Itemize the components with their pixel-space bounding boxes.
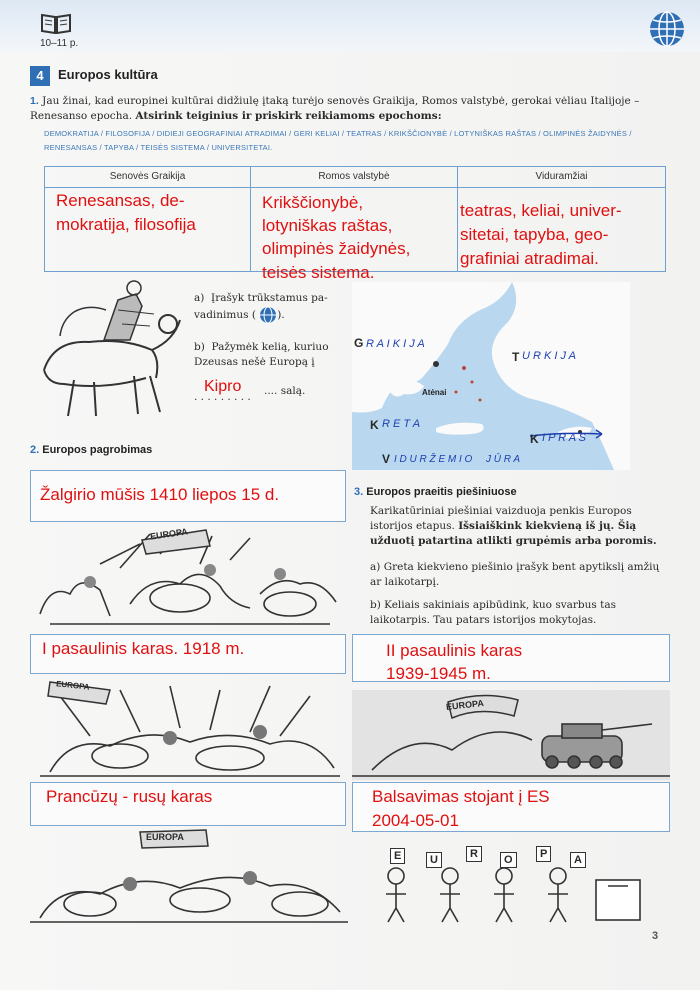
- question-3-title-text: Europos praeitis piešiniuose: [366, 486, 517, 498]
- answer-rome-line: Krikščionybė,: [262, 193, 364, 212]
- question-2-title: [30, 444, 152, 456]
- cartoon-ww1-illustration: [30, 676, 348, 780]
- map-letter: T: [512, 350, 520, 364]
- table-header-greece: Senovės Graikija: [109, 171, 186, 182]
- table-header-middle-ages: Viduramžiai: [535, 171, 588, 182]
- question-3-number: 3.: [354, 486, 364, 498]
- map-task-b-text: Pažymėk kelią, kuriuo Dzeusas nešė Europą į: [194, 341, 329, 368]
- answer-middle-ages-line: sitetai, tapyba, geo-: [460, 225, 609, 244]
- cartoon-sign-letter: A: [570, 852, 586, 868]
- answer-cartoon-5: 2004-05-01: [372, 811, 459, 830]
- globe-icon: [259, 306, 277, 324]
- cartoon-napoleonic-war-illustration: [30, 828, 348, 924]
- map-city-athens: Atėnai: [422, 388, 447, 397]
- cartoon-sign-letter: R: [466, 846, 482, 862]
- map-answer-greece: R A I K I J A: [366, 338, 425, 350]
- answer-greece-line: mokratija, filosofija: [56, 215, 196, 234]
- globe-icon: [648, 10, 686, 48]
- question-3-intro-text: Karikatūriniai piešiniai vaizduoja penkis Europos istorijos etapus.: [370, 505, 632, 532]
- map-letter: K: [530, 432, 539, 446]
- map-task-a-text: vadinimus (: [194, 309, 256, 321]
- europa-bull-illustration: [34, 280, 184, 420]
- map-answer-sea: I D U R Ž E M I O: [394, 454, 473, 465]
- answer-dots: ....: [264, 385, 278, 397]
- section-title: Europos kultūra: [58, 67, 158, 82]
- answer-cartoon-1: Žalgirio mūšis 1410 liepos 15 d.: [40, 485, 280, 504]
- question-1-instruction: Atsirink teiginius ir priskirk reikiamoms epochoms:: [135, 110, 442, 122]
- map-task-b: [194, 340, 350, 370]
- map-task-a-text: ).: [277, 309, 285, 321]
- table-divider: [45, 187, 665, 188]
- map-letter: G: [354, 336, 364, 350]
- map-task-a: [194, 291, 354, 324]
- map-task-b-end-text: salą.: [280, 385, 306, 397]
- map-letter: K: [370, 418, 379, 432]
- map-task-a-label: a): [194, 292, 205, 304]
- answer-island: Kipro: [204, 378, 242, 395]
- question-3-intro-bold: Išsiaiškink kiekvieną iš jų. Šią užduotį patartina atlikti grupėmis arba poromis.: [370, 520, 657, 547]
- map-task-b-label: b): [194, 341, 205, 353]
- cartoon-sign-letter: E: [390, 848, 405, 864]
- map-answer-crete: R E T A: [382, 418, 421, 430]
- map-answer-sea: J Ū R A: [486, 454, 521, 465]
- answer-cartoon-4: Prancūzų - rusų karas: [46, 787, 213, 806]
- cartoon-battle-illustration: [30, 524, 348, 628]
- question-2-title-text: Europos pagrobimas: [42, 444, 153, 456]
- cartoon-flag-label: EUROPA: [146, 832, 184, 842]
- map-letter: V: [382, 452, 391, 466]
- cartoon-sign-letter: P: [536, 846, 551, 862]
- question-1-number: 1.: [30, 95, 39, 107]
- book-icon: [40, 12, 72, 34]
- answer-rome-line: teisės sistema.: [262, 263, 375, 282]
- answer-middle-ages-line: teatras, keliai, univer-: [460, 201, 622, 220]
- answer-dots: . . . . . . . . .: [194, 391, 251, 403]
- aegean-map: [352, 282, 630, 470]
- map-answer-cyprus: I P R A S: [542, 432, 587, 444]
- map-task-b-end: [264, 384, 305, 399]
- page-number: 3: [652, 930, 659, 942]
- answer-rome-line: lotyniškas raštas,: [262, 216, 393, 235]
- answer-greece-line: Renesansas, de-: [56, 191, 185, 210]
- cartoon-sign-letter: O: [500, 852, 517, 868]
- question-3-intro: [370, 504, 670, 549]
- answer-cartoon-3: 1939-1945 m.: [386, 664, 491, 683]
- section-number-badge: 4: [30, 66, 50, 86]
- table-header-rome: Romos valstybė: [318, 171, 390, 182]
- cartoon-ww2-illustration: [352, 690, 670, 780]
- cartoon-sign-letter: U: [426, 852, 442, 868]
- question-2-number: 2.: [30, 444, 40, 456]
- cartoon-flag-label: EUROPA: [149, 526, 189, 542]
- header-band: [0, 0, 700, 52]
- map-answer-turkey: U R K I J A: [522, 350, 576, 362]
- cartoon-flag-label: EUROPA: [445, 698, 485, 712]
- answer-cartoon-2: I pasaulinis karas. 1918 m.: [42, 639, 245, 658]
- page-reference: 10–11 p.: [40, 38, 79, 49]
- answer-cartoon-5: Balsavimas stojant į ES: [372, 787, 550, 806]
- question-3-title: [354, 486, 517, 498]
- question-1-body: Jau žinai, kad europinei kultūrai didžiulę įtaką turėjo senovės Graikija, Romos valstybė, gerokai vėliau Italijoje – Renesanso epocha.: [30, 95, 640, 122]
- epoch-word-list: DEMOKRATIJA / FILOSOFIJA / DIDIEJI GEOGRAFINIAI ATRADIMAI / GERI KELIAI / TEATRAS / KRIKŠČIONYBĖ / LOTYNIŠKAS RAŠTAS / OLIMPINĖS ŽAIDYNĖS / RENESANSAS / TAPYBA / TEISĖS SISTEMA / UNIVERSITETAI.: [44, 129, 632, 152]
- question-3-b: b) Keliais sakiniais apibūdink, kuo svarbus tas laikotarpis. Tau patars istorijos mokytojas.: [370, 599, 616, 626]
- answer-cartoon-3: II pasaulinis karas: [386, 641, 523, 660]
- map-task-a-text: Įrašyk trūkstamus pa-: [211, 292, 328, 304]
- answer-rome-line: olimpinės žaidynės,: [262, 239, 411, 258]
- question-3-a: a) Greta kiekvieno piešinio įrašyk bent apytikslį amžių ar laikotarpį.: [370, 561, 660, 588]
- cartoon-flag-label: EUROPA: [55, 679, 91, 692]
- answer-middle-ages-line: grafiniai atradimai.: [460, 249, 599, 268]
- question-1-text: [30, 94, 670, 124]
